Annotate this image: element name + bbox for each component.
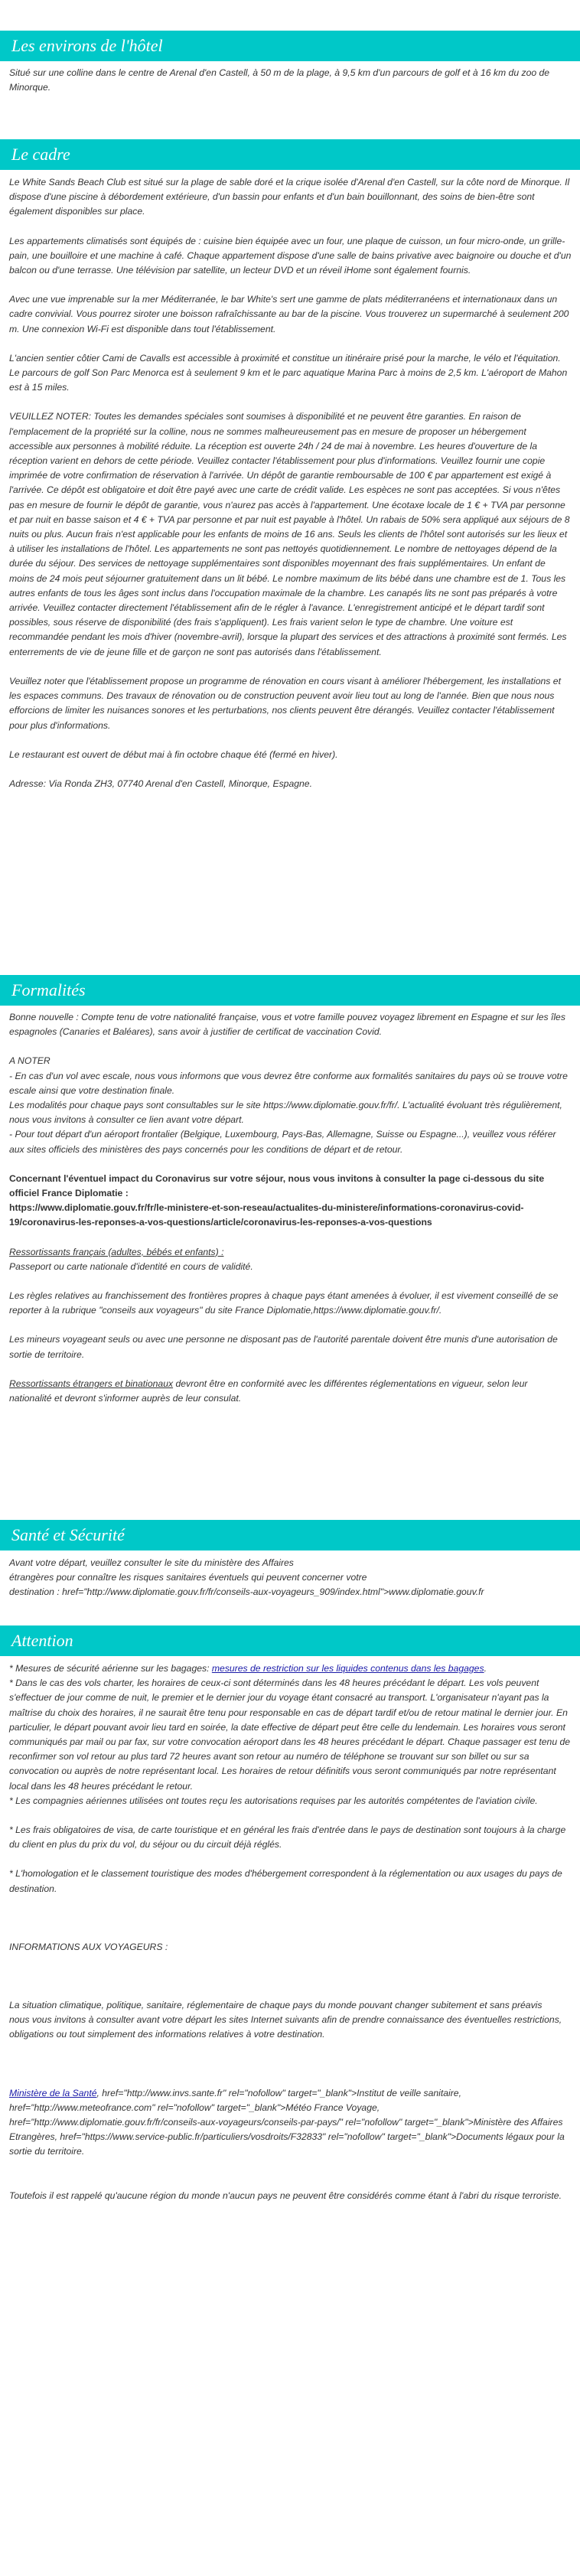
cadre-paragraph-7: Le restaurant est ouvert de début mai à fin octobre chaque été (fermé en hiver). bbox=[9, 748, 338, 760]
note-line-2: Les modalités pour chaque pays sont consultables sur le site https://www.diplomatie.gouv.fr/fr/. L'actualité évoluant très régulièrement, nous vous invitons à consulter ce lien avant votre départ. bbox=[9, 1100, 562, 1126]
foreign-nationals-text: devront être en conformité avec les différentes réglementations en vigueur, selon leur nationalité et devront s'informer auprès de leur consulat. bbox=[9, 1378, 528, 1404]
sante-line-2: étrangères pour connaître les risques sanitaires éventuels qui peuvent concerner votre bbox=[9, 1572, 367, 1583]
cadre-paragraph-3: Avec une vue imprenable sur la mer Méditerranée, le bar White's sert une gamme de plats méditerranéens et internationaux dans un cadre convivial. Vous pourrez siroter une boisson rafraîchissante au bar de la piscine. Vous trouverez un supermarché à seulement 200 m. Une connexion Wi-Fi est disponible dans tout l'établissement. bbox=[9, 294, 569, 334]
note-heading: A NOTER bbox=[9, 1055, 51, 1067]
border-rules: Les règles relatives au franchissement des frontières propres à chaque pays étant amenées à évoluer, il est vivement conseillé de se reporter à la rubrique "conseils aux voyageurs" du site France Diplomatie,https://www.diplomatie.gouv.fr/. bbox=[9, 1290, 559, 1316]
liquids-restriction-link[interactable]: mesures de restriction sur les liquides contenus dans les bagages bbox=[211, 1663, 484, 1674]
section-banner-attention bbox=[0, 1625, 580, 1656]
coronavirus-notice: Concernant l'éventuel impact du Coronavirus sur votre séjour, nous vous invitons à consulter la page ci-dessous du site officiel France Diplomatie : bbox=[9, 1172, 545, 1199]
section-banner-cadre bbox=[0, 139, 580, 170]
situation-notice-1: La situation climatique, politique, sanitaire, réglementaire de chaque pays du monde pouvant changer subitement et sans préavis bbox=[9, 2000, 543, 2011]
accommodation-rating-notice: * L'homologation et le classement touristique des modes d'hébergement correspondent à la réglementation ou aux usages du pays de destination. bbox=[9, 1868, 562, 1894]
visa-fees-notice: * Les frais obligatoires de visa, de carte touristique et en général les frais d'entrée dans le pays de destination sont toujours à la charge du client en plus du prix du vol, du séjour ou du circuit déjà réglés. bbox=[9, 1824, 566, 1850]
sante-line-3: destination : href="http://www.diplomatie.gouv.fr/fr/conseils-aux-voyageurs_909/index.html">www.diplomatie.gouv.fr bbox=[9, 1586, 484, 1598]
section-banner-formalites bbox=[0, 975, 580, 1006]
section-title-formalites: Formalités bbox=[11, 980, 86, 999]
resource-links-text: , href="http://www.invs.sante.fr" rel="nofollow" target="_blank">Institut de veille sanitaire, href="http://www.meteofrance.com" rel="nofollow" target="_blank">Météo France Voyage, href="http://www.diplomatie.gouv.fr/fr/conseils-aux-voyageurs/conseils-par-pays/" rel="nofollow" target="_blank">Ministère des Affaires Etrangères, href="https://www.service-public.fr/particuliers/vosdroits/F32833" rel="nofollow" target="_blank">Documents légaux pour la sortie du territoire. bbox=[9, 2087, 565, 2157]
situation-notice-2: nous vous invitons à consulter avant votre départ les sites Internet suivants afin de prendre connaissance des éventuelles restrictions, obligations ou tout simplement des informations relatives à votre destination. bbox=[9, 2014, 562, 2040]
section-banner-environs bbox=[0, 31, 580, 61]
section-title-cadre: Le cadre bbox=[11, 145, 70, 164]
cadre-paragraph-4: L'ancien sentier côtier Cami de Cavalls est accessible à proximité et constitue un itinéraire prisé pour la marche, le vélo et l'équitation. Le parcours de golf Son Parc Menorca est à seulement 9 km et le parc aquatique Marina Parc à moins de 2,5 km. L'aéroport de Mahon est à 15 miles. bbox=[9, 352, 568, 393]
baggage-notice-suffix: . bbox=[484, 1663, 487, 1674]
cadre-address: Adresse: Via Ronda ZH3, 07740 Arenal d'en Castell, Minorque, Espagne. bbox=[9, 778, 312, 789]
coronavirus-url[interactable]: https://www.diplomatie.gouv.fr/fr/le-ministere-et-son-reseau/actualites-du-ministere/informations-coronavirus-covid-19/coronavirus-les-reponses-a-vos-questions/article/coronavirus-les-reponses-a-vos-questions bbox=[9, 1202, 524, 1228]
cadre-paragraph-6: Veuillez noter que l'établissement propose un programme de rénovation en cours visant à améliorer l'hébergement, les installations et les espaces communs. Des travaux de rénovation ou de construction peuvent avoir lieu tout au long de l'année. Bien que nous nous efforcions de limiter les nuisances sonores et les perturbations, nos clients peuvent être dérangés. Veuillez contacter l'établissement pour plus d'informations. bbox=[9, 675, 561, 731]
foreign-nationals-label: Ressortissants étrangers et binationaux bbox=[9, 1378, 174, 1389]
section-title-environs: Les environs de l'hôtel bbox=[11, 36, 163, 55]
airlines-notice: * Les compagnies aériennes utilisées ont toutes reçu les autorisations requises par les autorités compétentes de l'aviation civile. bbox=[9, 1795, 538, 1806]
cadre-paragraph-1: Le White Sands Beach Club est situé sur la plage de sable doré et la crique isolée d'Arenal d'en Castell, sur la côte nord de Minorque. Il dispose d'une piscine à débordement extérieure, d'un bassin pour enfants et d'un bain bouillonnant, des soins de bien-être sont également disponibles sur place. bbox=[9, 177, 570, 217]
section-title-sante: Santé et Sécurité bbox=[11, 1525, 125, 1544]
french-nationals-label: Ressortissants français (adultes, bébés et enfants) : bbox=[9, 1246, 224, 1257]
formalites-content bbox=[9, 1010, 572, 1420]
sante-line-1: Avant votre départ, veuillez consulter le site du ministère des Affaires bbox=[9, 1557, 294, 1568]
environs-paragraph: Situé sur une colline dans le centre de Arenal d'en Castell, à 50 m de la plage, à 9,5 km d'un parcours de golf et à 16 km du zoo de Minorque. bbox=[9, 67, 550, 93]
cadre-paragraph-2: Les appartements climatisés sont équipés de : cuisine bien équipée avec un four, une plaque de cuisson, un four micro-onde, un grille-pain, une bouilloire et une machine à café. Chaque appartement dispose d'une salle de bains privative avec baignoire ou douche et d'un balcon ou d'une terrasse. Une télévision par satellite, un lecteur DVD et un réveil iHome sont également fournis. bbox=[9, 235, 572, 276]
french-nationals-docs: Passeport ou carte nationale d'identité en cours de validité. bbox=[9, 1260, 253, 1272]
traveler-info-heading: INFORMATIONS AUX VOYAGEURS : bbox=[9, 1941, 168, 1952]
cadre-paragraph-5: VEUILLEZ NOTER: Toutes les demandes spéciales sont soumises à disponibilité et ne peuvent être garanties. En raison de l'emplacement de la propriété sur la colline, nous ne sommes malheureusement pas en mesure de proposer un hébergement accessible aux personnes à mobilité réduite. La réception est ouverte 24h / 24 de mai à novembre. Les heures d'ouverture de la réception varient en dehors de cette période. Veuillez contacter l'établissement pour plus d'informations. Veuillez fournir une copie imprimée de votre confirmation de réservation à l'arrivée. Un dépôt de garantie remboursable de 100 € par appartement est exigé à l'arrivée. Ce dépôt est obligatoire et doit être payé avec une carte de crédit valide. Les espèces ne sont pas acceptées. Si vous n'êtes pas en mesure de fournir le dépôt de garantie, vous n'aurez pas accès à l'appartement. Une écotaxe locale de 1 € + TVA par personne et par nuit en basse saison et 4 € + TVA par personne et par nuit est payable à l'hôtel. Un rabais de 50% sera appliqué aux séjours de 8 nuits ou plus. Aucun frais n'est applicable pour les enfants de moins de 16 ans. Seuls les clients de l'hôtel sont autorisés sur les lieux et à utiliser les installations de l'hôtel. Les appartements ne sont pas nettoyés quotidiennement. Le nombre de nettoyages dépend de la durée du séjour. Des services de nettoyage supplémentaires sont disponibles moyennant des frais supplémentaires. Un enfant de moins de 24 mois peut séjourner gratuitement dans un lit bébé. Le nombre maximum de lits bébé dans une chambre est de 1. Tous les autres enfants de tous les âges sont inclus dans l'occupation maximale de la chambre. Les canapés lits ne sont pas préparés à votre arrivée. Veuillez contacter directement l'établissement afin de le régler à l'avance. L'enregistrement anticipé et le départ tardif sont possibles, sous réserve de disponibilité (des frais s'appliquent). Les frais varient selon le type de chambre. Une voiture est recommandée pendant les mois d'hiver (novembre-avril), lorsque la plupart des services et des attractions à proximité sont fermés. Les enterrements de vie de jeune fille et de garçon ne sont pas autorisés dans l'établissement. bbox=[9, 411, 570, 657]
section-banner-sante bbox=[0, 1520, 580, 1550]
note-line-1: - En cas d'un vol avec escale, nous vous informons que vous devrez être conforme aux formalités sanitaires du pays où se trouve votre escale ainsi que votre destination finale. bbox=[9, 1070, 568, 1096]
cadre-content bbox=[9, 175, 572, 806]
environs-content bbox=[9, 66, 572, 109]
formalites-intro: Bonne nouvelle : Compte tenu de votre nationalité française, vous et votre famille pouvez voyagez librement en Espagne et sur les îles espagnoles (Canaries et Baléares), sans avoir à justifier de certificat de vaccination Covid. bbox=[9, 1012, 565, 1038]
baggage-notice-prefix: * Mesures de sécurité aérienne sur les bagages: bbox=[9, 1663, 212, 1674]
sante-content bbox=[9, 1556, 572, 1615]
minors-notice: Les mineurs voyageant seuls ou avec une personne ne disposant pas de l'autorité parentale doivent être munis d'une autorisation de sortie de territoire. bbox=[9, 1334, 558, 1360]
terrorism-notice: Toutefois il est rappelé qu'aucune région du monde n'aucun pays ne peuvent être considérés comme étant à l'abri du risque terroriste. bbox=[9, 2190, 562, 2201]
section-title-attention: Attention bbox=[11, 1631, 73, 1650]
note-line-3: - Pour tout départ d'un aéroport frontalier (Belgique, Luxembourg, Pays-Bas, Allemagne, Suisse ou Espagne...), veuillez vous référer aux sites officiels des ministères des pays concernés pour les conditions de départ et de retour. bbox=[9, 1129, 556, 1155]
attention-content bbox=[9, 1661, 572, 2218]
charter-flights-notice: * Dans le cas des vols charter, les horaires de ceux-ci sont déterminés dans les 48 heures précédant le départ. Les vols peuvent s'effectuer de jour comme de nuit, le premier et le dernier jour du voyage étant consacré au transport. L'organisateur n'ayant pas la maîtrise du choix des horaires, il ne saurait être tenu pour responsable en cas de départ tardif et/ou de retour matinal le dernier jour. En particulier, le départ pouvant avoir lieu tard en soirée, la date effective de départ peut être celle du lendemain. Les horaires vous seront communiqués par mail ou par fax, sur votre convocation aéroport dans les 48 heures précédant le départ. Chaque passager est tenu de reconfirmer son vol retour au plus tard 72 heures avant son retour au numéro de téléphone se trouvant sur son billet ou sur sa convocation ou auprès de notre représentant local. Les horaires de retour définitifs vous seront communiqués par notre représentant local dans les 48 heures précédant le retour. bbox=[9, 1678, 571, 1792]
ministry-health-link[interactable]: Ministère de la Santé bbox=[9, 2087, 97, 2098]
